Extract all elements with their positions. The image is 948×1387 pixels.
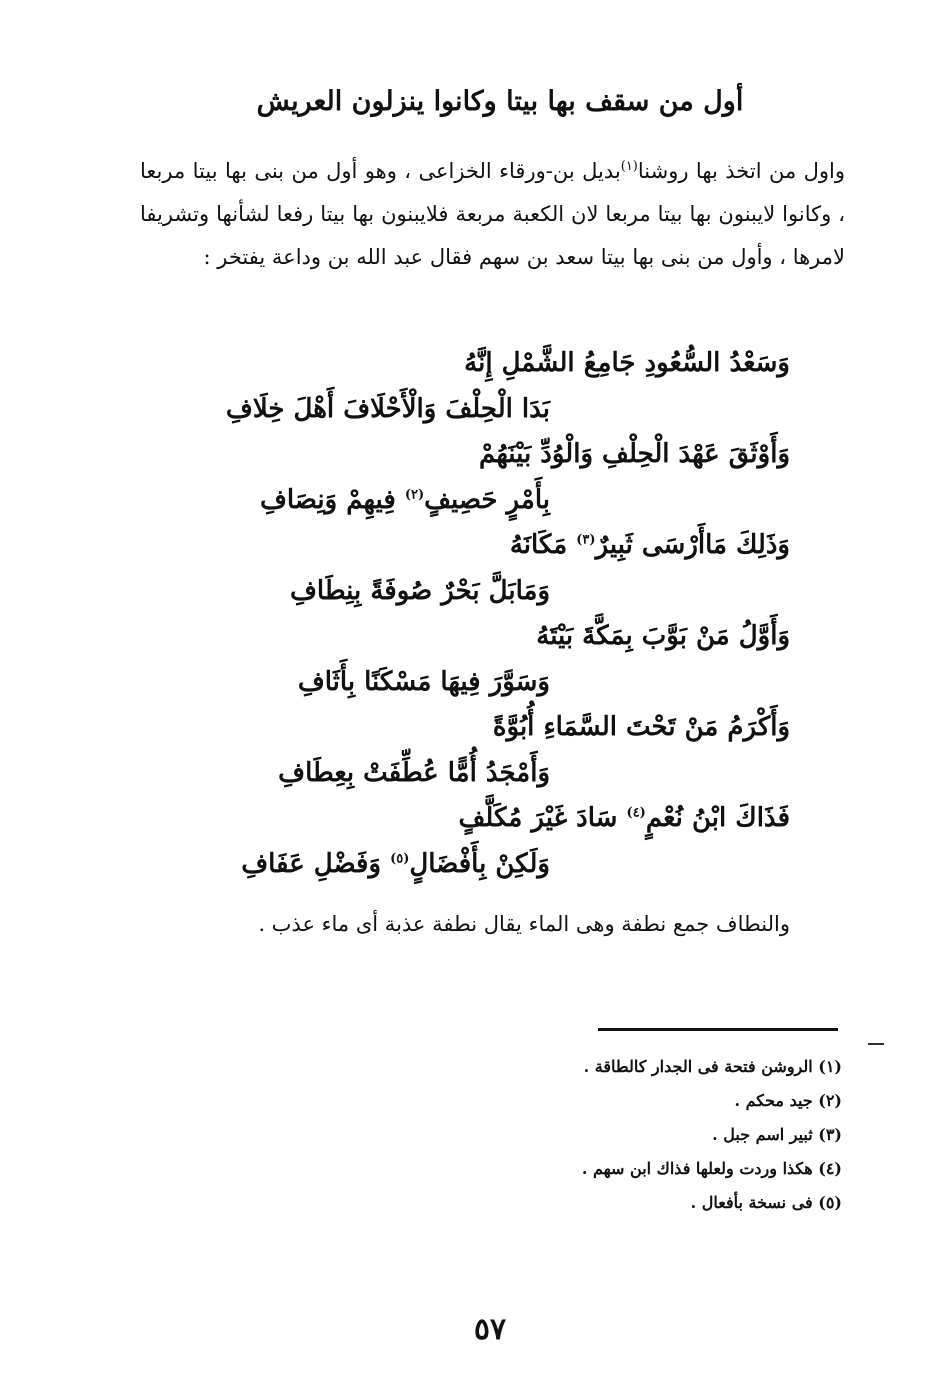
footnote-ref-1: (١) xyxy=(620,159,638,174)
footnote-1: (١) الروشن فتحة فى الجدار كالطاقة . xyxy=(583,1057,842,1076)
verse-1-second-hemistich: بَدَا الْحِلْفَ وَالْأَحْلَافَ أَهْلَ خِلَافِ xyxy=(225,393,550,424)
verse-6-first-part-a: فَذَاكَ ابْنُ نُعْمٍ xyxy=(645,803,790,833)
verse-3-first-part-a: وَذَلِكَ مَاأَرْسَى ثَبِيرٌ xyxy=(595,530,790,560)
footnote-ref-3: (٣) xyxy=(576,532,596,548)
footnotes-list xyxy=(480,1050,842,1220)
footnote-2: (٢) جيد محكم . xyxy=(734,1091,842,1110)
verse-5-second-hemistich: وَأَمْجَدُ أُمًّا عُطِّفَتْ بِعِطَافِ xyxy=(278,757,550,788)
verse-5-first-hemistich: وَأَكْرَمُ مَنْ تَحْتَ السَّمَاءِ أُبُوَّةً xyxy=(492,712,790,742)
footnote-ref-5: (٥) xyxy=(390,850,410,866)
verse-2-second-part-b: فِيهِمْ وَنِصَافِ xyxy=(259,484,405,515)
footnote-3: (٣) ثبير اسم جبل . xyxy=(712,1125,842,1144)
prose-text-part-1: واول من اتخذ بها روشنا xyxy=(637,159,845,183)
prose-text-part-2: بديل بن-ورقاء الخزاعى ، وهو أول من بنى بها بيتا مربعا ، وكانوا لايبنون بها بيتا مربعا لان الكعبة مربعة فلايبنون بها بيتا رفعا لشأنها وتشريفا لامرها ، وأول من بنى بها بيتا سعد بن سهم فقال عبد الله بن وداعة يفتخر : xyxy=(140,159,845,269)
verse-4-second-hemistich: وَسَوَّرَ فِيهَا مَسْكَنًا بِأَثَافِ xyxy=(297,666,550,697)
verse-2-first-hemistich: وَأَوْثَقَ عَهْدَ الْحِلْفِ وَالْوُدِّ بَيْنَهُمْ xyxy=(479,439,790,469)
prose-paragraph xyxy=(140,150,845,279)
verse-3-first-part-b: مَكَانَهُ xyxy=(509,530,577,560)
poem xyxy=(170,348,820,894)
verse-6-second-part-a: وَلَكِنْ بِأَفْضَالٍ xyxy=(409,848,550,879)
margin-mark xyxy=(868,1043,884,1045)
verse-6-second-part-b: وَفَضْلِ عَفَافِ xyxy=(241,848,391,879)
verse-3-second-hemistich: وَمَابَلَّ بَحْرٌ صُوفَةً بِنِطَافِ xyxy=(289,575,550,606)
verse-2-second-hemistich xyxy=(170,485,820,531)
verse-6-first-hemistich xyxy=(170,803,820,849)
page-number: ٥٧ xyxy=(473,1312,507,1347)
footnote-ref-2: (٢) xyxy=(404,486,425,502)
verse-6-second-hemistich xyxy=(170,849,820,895)
verse-4-first-hemistich: وَأَوَّلُ مَنْ بَوَّبَ بِمَكَّةَ بَيْتَهُ xyxy=(536,621,790,651)
verse-2-second-part-a: بِأَمْرٍ حَصِيفٍ xyxy=(424,484,550,515)
footnote-ref-4: (٤) xyxy=(626,805,646,821)
footnote-divider xyxy=(598,1028,838,1031)
verse-1-first-hemistich: وَسَعْدُ السُّعُودِ جَامِعُ الشَّمْلِ إِنَّهُ xyxy=(464,348,790,378)
footnote-4: (٤) هكذا وردت ولعلها فذاك ابن سهم . xyxy=(581,1159,842,1178)
footnote-5: (٥) فى نسخة بأفعال . xyxy=(690,1193,842,1212)
section-heading: أول من سقف بها بيتا وكانوا ينزلون العريش xyxy=(256,86,744,117)
verse-6-first-part-b: سَادَ غَيْرَ مُكَلَّفٍ xyxy=(458,803,627,833)
explanatory-note: والنطاف جمع نطفة وهى الماء يقال نطفة عذبة أى ماء عذب . xyxy=(258,912,790,936)
verse-3-first-hemistich xyxy=(170,530,820,576)
